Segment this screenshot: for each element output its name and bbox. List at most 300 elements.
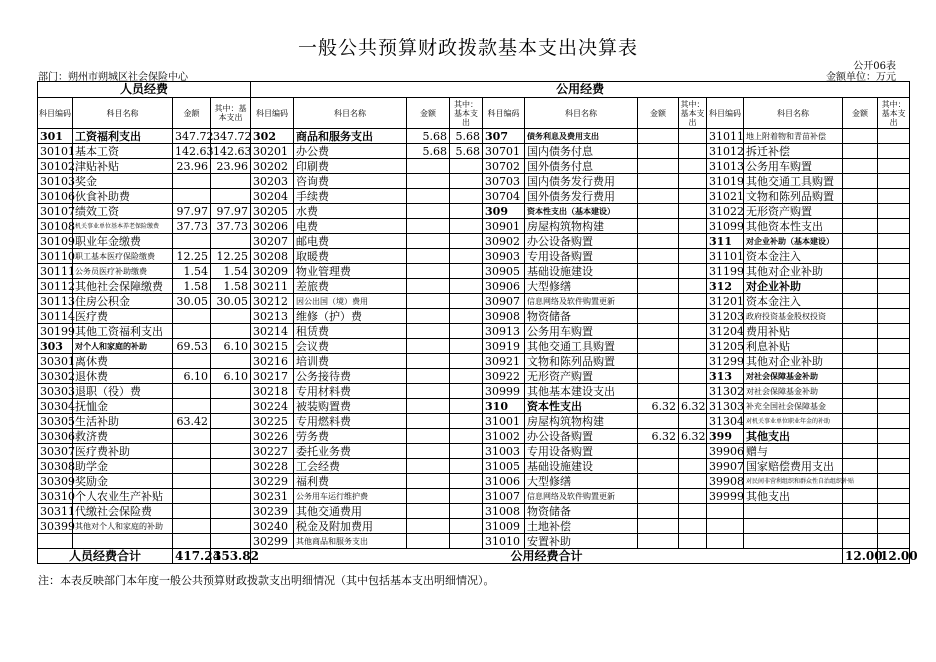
cell-code: 30217 [251, 369, 294, 384]
cell-code: 31005 [483, 459, 525, 474]
cell-code: 31203 [707, 309, 744, 324]
cell-name: 对个人和家庭的补助 [73, 339, 173, 354]
cell-code: 301 [38, 129, 73, 144]
cell-amount [407, 189, 450, 204]
cell-code: 30704 [483, 189, 525, 204]
cell-name: 土地补偿 [525, 519, 638, 534]
cell-amount [638, 249, 679, 264]
cell-basic [679, 294, 707, 309]
cell-name: 资本性支出 [525, 399, 638, 414]
cell-code: 30306 [38, 429, 73, 444]
cell-amount [173, 489, 211, 504]
cell-amount [173, 189, 211, 204]
cell-amount: 69.53 [173, 339, 211, 354]
cell-amount [843, 249, 878, 264]
cell-amount: 12.25 [173, 249, 211, 264]
cell-amount [173, 474, 211, 489]
cell-code: 30301 [38, 354, 73, 369]
cell-basic [211, 354, 251, 369]
cell-amount [638, 219, 679, 234]
cell-basic [211, 519, 251, 534]
cell-amount [407, 174, 450, 189]
cell-name: 其他交通费用 [294, 504, 407, 519]
cell-basic [450, 519, 483, 534]
cell-amount [638, 444, 679, 459]
cell-name: 物业管理费 [294, 264, 407, 279]
cell-basic [450, 324, 483, 339]
table-row [38, 429, 910, 444]
table-row [38, 264, 910, 279]
table-row [38, 534, 910, 549]
cell-amount [843, 504, 878, 519]
cell-name: 基础设施建设 [525, 264, 638, 279]
cell-amount [638, 189, 679, 204]
public-total-amount: 12.00 [843, 549, 878, 564]
cell-amount [843, 324, 878, 339]
cell-basic [878, 129, 910, 144]
cell-name: 公务用车购置 [744, 159, 843, 174]
cell-name: 其他商品和服务支出 [294, 534, 407, 549]
cell-name: 其他交通工具购置 [744, 174, 843, 189]
cell-basic [211, 489, 251, 504]
cell-basic [878, 309, 910, 324]
table-row [38, 159, 910, 174]
cell-basic [450, 339, 483, 354]
cell-name: 债务利息及费用支出 [525, 129, 638, 144]
cell-basic [878, 354, 910, 369]
cell-name: 物资储备 [525, 309, 638, 324]
cell-basic [450, 414, 483, 429]
cell-amount [638, 129, 679, 144]
cell-code: 302 [251, 129, 294, 144]
cell-code: 31006 [483, 474, 525, 489]
cell-code: 30310 [38, 489, 73, 504]
cell-name [73, 534, 173, 549]
cell-basic [211, 474, 251, 489]
cell-name: 国内债务付息 [525, 144, 638, 159]
cell-code: 30906 [483, 279, 525, 294]
cell-basic: 347.72 [211, 129, 251, 144]
cell-name: 公务员医疗补助缴费 [73, 264, 173, 279]
cell-code: 31021 [707, 189, 744, 204]
cell-amount [638, 489, 679, 504]
cell-code [38, 534, 73, 549]
cell-amount [638, 264, 679, 279]
cell-basic [878, 399, 910, 414]
cell-name: 办公设备购置 [525, 429, 638, 444]
cell-amount [407, 504, 450, 519]
cell-basic [679, 129, 707, 144]
cell-code: 313 [707, 369, 744, 384]
cell-basic: 12.25 [211, 249, 251, 264]
cell-code: 30239 [251, 504, 294, 519]
cell-amount [638, 339, 679, 354]
cell-basic [679, 369, 707, 384]
cell-name: 其他对企业补助 [744, 354, 843, 369]
cell-name: 个人农业生产补贴 [73, 489, 173, 504]
cell-name: 对企业补助 [744, 279, 843, 294]
cell-amount: 63.42 [173, 414, 211, 429]
cell-amount [638, 144, 679, 159]
cell-basic [211, 459, 251, 474]
cell-name: 津贴补贴 [73, 159, 173, 174]
cell-amount [843, 489, 878, 504]
cell-name: 其他基本建设支出 [525, 384, 638, 399]
table-row [38, 144, 910, 159]
cell-name: 医疗费补助 [73, 444, 173, 459]
cell-name: 资本金注入 [744, 249, 843, 264]
cell-name: 其他支出 [744, 429, 843, 444]
cell-code [707, 504, 744, 519]
cell-code: 31303 [707, 399, 744, 414]
cell-amount: 23.96 [173, 159, 211, 174]
header-row [38, 98, 910, 129]
amount-unit-label: 金额单位：万元 [826, 72, 896, 83]
cell-name: 资本性支出（基本建设） [525, 204, 638, 219]
cell-code: 31008 [483, 504, 525, 519]
cell-basic [679, 279, 707, 294]
cell-name: 工资福利支出 [73, 129, 173, 144]
cell-name: 办公费 [294, 144, 407, 159]
cell-amount [173, 399, 211, 414]
cell-name: 地上附着物和青苗补偿 [744, 129, 843, 144]
cell-code: 31201 [707, 294, 744, 309]
header-amount: 金额 [638, 98, 679, 129]
cell-amount [173, 444, 211, 459]
cell-amount: 97.97 [173, 204, 211, 219]
cell-basic: 30.05 [211, 294, 251, 309]
cell-amount [843, 309, 878, 324]
cell-code: 30209 [251, 264, 294, 279]
cell-basic [211, 234, 251, 249]
cell-amount [638, 234, 679, 249]
cell-code: 30703 [483, 174, 525, 189]
cell-code: 30231 [251, 489, 294, 504]
cell-basic [679, 309, 707, 324]
cell-name: 信息网络及软件购置更新 [525, 294, 638, 309]
cell-code: 30110 [38, 249, 73, 264]
cell-basic [450, 309, 483, 324]
personnel-total-basic: 353.82 [211, 549, 251, 564]
cell-amount [407, 444, 450, 459]
cell-amount [173, 429, 211, 444]
cell-code: 30204 [251, 189, 294, 204]
table-row [38, 249, 910, 264]
cell-basic [679, 249, 707, 264]
table-row [38, 384, 910, 399]
cell-name: 其他资本性支出 [744, 219, 843, 234]
cell-amount [843, 354, 878, 369]
table-row [38, 279, 910, 294]
cell-amount [407, 459, 450, 474]
cell-amount [407, 414, 450, 429]
cell-amount [843, 174, 878, 189]
cell-basic [450, 399, 483, 414]
cell-name: 因公出国（境）费用 [294, 294, 407, 309]
cell-code: 30212 [251, 294, 294, 309]
cell-amount [843, 339, 878, 354]
header-basic: 其中：基本支出 [878, 98, 910, 129]
cell-name: 物资储备 [525, 504, 638, 519]
section-personnel: 人员经费 [38, 82, 251, 98]
cell-basic: 23.96 [211, 159, 251, 174]
cell-code: 31204 [707, 324, 744, 339]
cell-name: 培训费 [294, 354, 407, 369]
cell-amount [638, 519, 679, 534]
cell-amount: 5.68 [407, 144, 450, 159]
cell-code: 31007 [483, 489, 525, 504]
cell-code: 30218 [251, 384, 294, 399]
cell-code: 30227 [251, 444, 294, 459]
cell-code: 30922 [483, 369, 525, 384]
public-total-basic: 12.00 [878, 549, 910, 564]
cell-basic [878, 264, 910, 279]
cell-name: 赠与 [744, 444, 843, 459]
cell-basic [878, 339, 910, 354]
cell-basic [450, 204, 483, 219]
cell-code: 30311 [38, 504, 73, 519]
cell-code: 31010 [483, 534, 525, 549]
cell-code: 31003 [483, 444, 525, 459]
cell-name: 费用补贴 [744, 324, 843, 339]
cell-name: 对社会保障基金补助 [744, 384, 843, 399]
cell-basic [450, 384, 483, 399]
cell-code [707, 519, 744, 534]
cell-amount [843, 234, 878, 249]
cell-name: 退休费 [73, 369, 173, 384]
cell-code: 30102 [38, 159, 73, 174]
cell-basic: 6.10 [211, 369, 251, 384]
cell-name: 职业年金缴费 [73, 234, 173, 249]
cell-name: 救济费 [73, 429, 173, 444]
cell-amount [407, 309, 450, 324]
cell-code: 30111 [38, 264, 73, 279]
cell-basic [679, 474, 707, 489]
cell-code: 30902 [483, 234, 525, 249]
cell-name: 生活补助 [73, 414, 173, 429]
cell-basic [878, 204, 910, 219]
cell-basic [878, 384, 910, 399]
table-row [38, 204, 910, 219]
cell-name: 无形资产购置 [525, 369, 638, 384]
cell-amount [638, 474, 679, 489]
cell-basic [450, 474, 483, 489]
cell-name: 其他对企业补助 [744, 264, 843, 279]
cell-name: 咨询费 [294, 174, 407, 189]
cell-basic [878, 159, 910, 174]
cell-name: 对企业补助（基本建设） [744, 234, 843, 249]
cell-amount: 37.73 [173, 219, 211, 234]
header-code: 科目编码 [707, 98, 744, 129]
cell-basic [450, 489, 483, 504]
cell-amount [173, 174, 211, 189]
cell-code: 30299 [251, 534, 294, 549]
cell-code: 39999 [707, 489, 744, 504]
cell-name: 职工基本医疗保险缴费 [73, 249, 173, 264]
cell-amount [843, 279, 878, 294]
cell-code: 30208 [251, 249, 294, 264]
cell-name: 安置补助 [525, 534, 638, 549]
cell-basic [878, 294, 910, 309]
cell-code: 30304 [38, 399, 73, 414]
cell-amount [173, 354, 211, 369]
cell-basic [211, 414, 251, 429]
cell-code: 312 [707, 279, 744, 294]
cell-code: 303 [38, 339, 73, 354]
cell-amount [638, 414, 679, 429]
cell-basic: 5.68 [450, 129, 483, 144]
header-code: 科目编码 [483, 98, 525, 129]
cell-basic [450, 459, 483, 474]
cell-basic [679, 384, 707, 399]
cell-name: 国外债务发行费用 [525, 189, 638, 204]
cell-basic: 97.97 [211, 204, 251, 219]
cell-basic [878, 174, 910, 189]
cell-name: 其他社会保障缴费 [73, 279, 173, 294]
table-row [38, 189, 910, 204]
cell-name: 公务用车购置 [525, 324, 638, 339]
cell-code: 30199 [38, 324, 73, 339]
cell-name: 住房公积金 [73, 294, 173, 309]
cell-name: 文物和陈列品购置 [744, 189, 843, 204]
section-public: 公用经费 [251, 82, 910, 98]
cell-name: 绩效工资 [73, 204, 173, 219]
cell-code: 30216 [251, 354, 294, 369]
cell-code: 307 [483, 129, 525, 144]
cell-name: 大型修缮 [525, 279, 638, 294]
cell-name: 助学金 [73, 459, 173, 474]
cell-basic [878, 234, 910, 249]
cell-name [744, 504, 843, 519]
cell-amount: 6.32 [638, 429, 679, 444]
table-row [38, 219, 910, 234]
cell-name: 劳务费 [294, 429, 407, 444]
cell-basic [878, 534, 910, 549]
header-basic: 其中：基本支出 [450, 98, 483, 129]
cell-code: 31001 [483, 414, 525, 429]
cell-basic [450, 504, 483, 519]
cell-name: 医疗费 [73, 309, 173, 324]
table-row [38, 459, 910, 474]
cell-name: 代缴社会保险费 [73, 504, 173, 519]
cell-name: 商品和服务支出 [294, 129, 407, 144]
cell-code: 30112 [38, 279, 73, 294]
cell-amount [638, 204, 679, 219]
header-amount: 金额 [173, 98, 211, 129]
cell-name: 拆迁补偿 [744, 144, 843, 159]
cell-amount [407, 324, 450, 339]
cell-name: 伙食补助费 [73, 189, 173, 204]
cell-code: 31199 [707, 264, 744, 279]
cell-code: 30702 [483, 159, 525, 174]
cell-name: 委托业务费 [294, 444, 407, 459]
cell-amount [843, 129, 878, 144]
cell-name: 机关事业单位基本养老保险缴费 [73, 219, 173, 234]
cell-amount [638, 294, 679, 309]
cell-name: 对机关事业单位职业年金的补助 [744, 414, 843, 429]
cell-basic [878, 414, 910, 429]
cell-name: 资本金注入 [744, 294, 843, 309]
cell-name: 国内债务发行费用 [525, 174, 638, 189]
cell-code: 30224 [251, 399, 294, 414]
cell-code: 30302 [38, 369, 73, 384]
cell-amount [173, 324, 211, 339]
cell-code: 39908 [707, 474, 744, 489]
cell-name: 其他交通工具购置 [525, 339, 638, 354]
cell-code: 30106 [38, 189, 73, 204]
cell-name: 专用设备购置 [525, 444, 638, 459]
cell-code: 30201 [251, 144, 294, 159]
cell-name: 国家赔偿费用支出 [744, 459, 843, 474]
cell-basic [878, 279, 910, 294]
cell-amount [407, 219, 450, 234]
footnote: 注：本表反映部门本年度一般公共预算财政拨款支出明细情况（其中包括基本支出明细情况）。 [38, 574, 495, 587]
cell-code: 30701 [483, 144, 525, 159]
cell-basic [679, 234, 707, 249]
cell-amount [173, 234, 211, 249]
cell-basic [878, 504, 910, 519]
cell-basic [878, 249, 910, 264]
cell-basic: 5.68 [450, 144, 483, 159]
cell-amount [173, 459, 211, 474]
cell-code: 30107 [38, 204, 73, 219]
cell-name: 对民间非营利组织和群众性自治组织补贴 [744, 474, 843, 489]
personnel-total-amount: 417.24 [173, 549, 211, 564]
cell-name: 信息网络及软件购置更新 [525, 489, 638, 504]
cell-name: 水费 [294, 204, 407, 219]
cell-code: 30303 [38, 384, 73, 399]
cell-basic [679, 354, 707, 369]
cell-name: 文物和陈列品购置 [525, 354, 638, 369]
cell-code: 30305 [38, 414, 73, 429]
cell-basic [679, 489, 707, 504]
cell-code: 31022 [707, 204, 744, 219]
cell-code: 31019 [707, 174, 744, 189]
header-amount: 金额 [843, 98, 878, 129]
cell-code: 30307 [38, 444, 73, 459]
cell-code: 30399 [38, 519, 73, 534]
cell-basic [450, 429, 483, 444]
cell-code: 31012 [707, 144, 744, 159]
table-row [38, 339, 910, 354]
table-row [38, 309, 910, 324]
header-basic: 其中：基本支出 [680, 99, 705, 127]
cell-amount [843, 204, 878, 219]
cell-basic [450, 444, 483, 459]
cell-basic [211, 309, 251, 324]
cell-amount [843, 459, 878, 474]
cell-amount [407, 339, 450, 354]
table-row [38, 489, 910, 504]
cell-amount [843, 294, 878, 309]
cell-basic [450, 219, 483, 234]
cell-basic [679, 324, 707, 339]
cell-amount [173, 519, 211, 534]
cell-name: 奖金 [73, 174, 173, 189]
cell-amount [407, 159, 450, 174]
cell-amount [843, 264, 878, 279]
table-row [38, 234, 910, 249]
cell-amount [638, 174, 679, 189]
cell-basic [878, 444, 910, 459]
cell-code: 31009 [483, 519, 525, 534]
cell-name: 政府投资基金股权投资 [744, 309, 843, 324]
cell-name: 取暖费 [294, 249, 407, 264]
cell-basic: 6.10 [211, 339, 251, 354]
cell-basic [450, 534, 483, 549]
cell-name: 其他对个人和家庭的补助 [73, 519, 173, 534]
cell-code: 30202 [251, 159, 294, 174]
